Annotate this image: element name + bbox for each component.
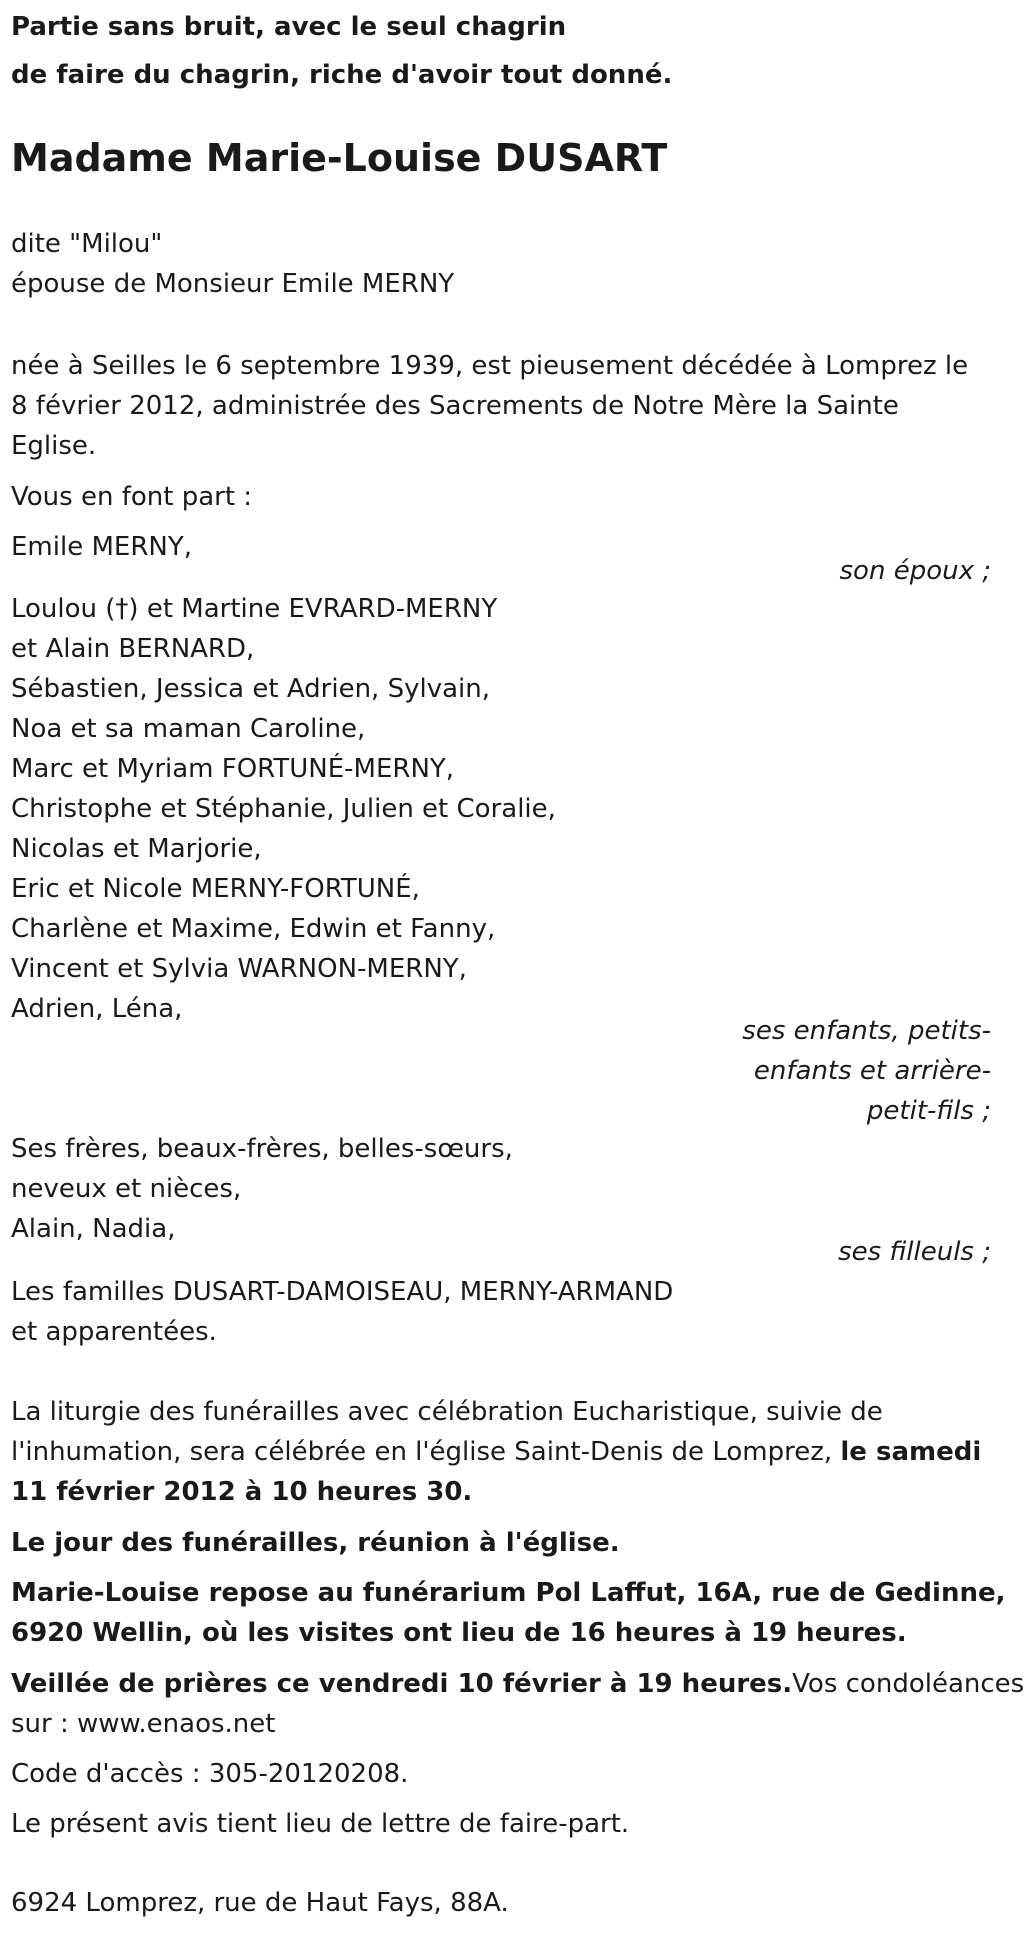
funeral-date: 11 février 2012 à 10 heures 30. — [11, 1477, 473, 1507]
repose-line: Marie-Louise repose au funérarium Pol Laffut, 16A, rue de Gedinne, — [11, 1578, 1006, 1608]
vigil-text: Vos condoléances — [792, 1669, 1024, 1699]
family-name-line: Emile MERNY, — [11, 532, 192, 562]
spouse-line: épouse de Monsieur Emile MERNY — [11, 269, 455, 299]
access-code: Code d'accès : 305-20120208. — [11, 1759, 409, 1789]
nickname: dite "Milou" — [11, 229, 163, 259]
reunion-line: Le jour des funérailles, réunion à l'église. — [11, 1528, 620, 1558]
condolences-line: sur : www.enaos.net — [11, 1709, 276, 1739]
family-name-line: Christophe et Stéphanie, Julien et Coralie, — [11, 794, 556, 824]
epigraph-line: Partie sans bruit, avec le seul chagrin — [11, 12, 567, 42]
repose-line: 6920 Wellin, où les visites ont lieu de 16 heures à 19 heures. — [11, 1618, 907, 1648]
family-relation: petit-fils ; — [866, 1096, 991, 1126]
birth-death-line: née à Seilles le 6 septembre 1939, est pieusement décédée à Lomprez le — [11, 351, 969, 381]
family-name-line: Sébastien, Jessica et Adrien, Sylvain, — [11, 674, 490, 704]
funeral-line: La liturgie des funérailles avec célébration Eucharistique, suivie de — [11, 1397, 883, 1427]
family-name-line: Loulou (†) et Martine EVRARD-MERNY — [11, 594, 498, 624]
notice-line: Le présent avis tient lieu de lettre de faire-part. — [11, 1809, 630, 1839]
family-name-line: Adrien, Léna, — [11, 994, 183, 1024]
family-name-line: Eric et Nicole MERNY-FORTUNÉ, — [11, 874, 420, 904]
vigil-bold: Veillée de prières ce vendredi 10 février à 19 heures. — [11, 1669, 793, 1699]
family-name-line: Noa et sa maman Caroline, — [11, 714, 366, 744]
family-name-line: et apparentées. — [11, 1317, 217, 1347]
family-relation: son époux ; — [839, 556, 991, 586]
family-name-line: neveux et nièces, — [11, 1174, 242, 1204]
deceased-name: Madame Marie-Louise DUSART — [11, 136, 668, 180]
address-line: 6924 Lomprez, rue de Haut Fays, 88A. — [11, 1888, 509, 1918]
family-relation: ses filleuls ; — [838, 1237, 991, 1267]
family-relation: ses enfants, petits- — [742, 1016, 991, 1046]
family-name-line: Ses frères, beaux-frères, belles-sœurs, — [11, 1134, 513, 1164]
funeral-line — [11, 1439, 981, 1465]
family-name-line: Vincent et Sylvia WARNON-MERNY, — [11, 954, 467, 984]
funeral-date: le samedi — [840, 1437, 982, 1467]
family-name-line: Les familles DUSART-DAMOISEAU, MERNY-ARMAND — [11, 1277, 674, 1307]
family-name-line: et Alain BERNARD, — [11, 634, 255, 664]
announcers-intro: Vous en font part : — [11, 482, 253, 512]
epigraph-line: de faire du chagrin, riche d'avoir tout donné. — [11, 60, 673, 90]
birth-death-line: Eglise. — [11, 431, 97, 461]
family-name-line: Charlène et Maxime, Edwin et Fanny, — [11, 914, 496, 944]
family-relation: enfants et arrière- — [753, 1056, 991, 1086]
family-name-line: Nicolas et Marjorie, — [11, 834, 262, 864]
birth-death-line: 8 février 2012, administrée des Sacrements de Notre Mère la Sainte — [11, 391, 899, 421]
family-name-line: Marc et Myriam FORTUNÉ-MERNY, — [11, 754, 455, 784]
funeral-text: l'inhumation, sera célébrée en l'église Saint-Denis de Lomprez, — [11, 1437, 841, 1467]
family-name-line: Alain, Nadia, — [11, 1214, 176, 1244]
vigil-line — [11, 1671, 1024, 1697]
